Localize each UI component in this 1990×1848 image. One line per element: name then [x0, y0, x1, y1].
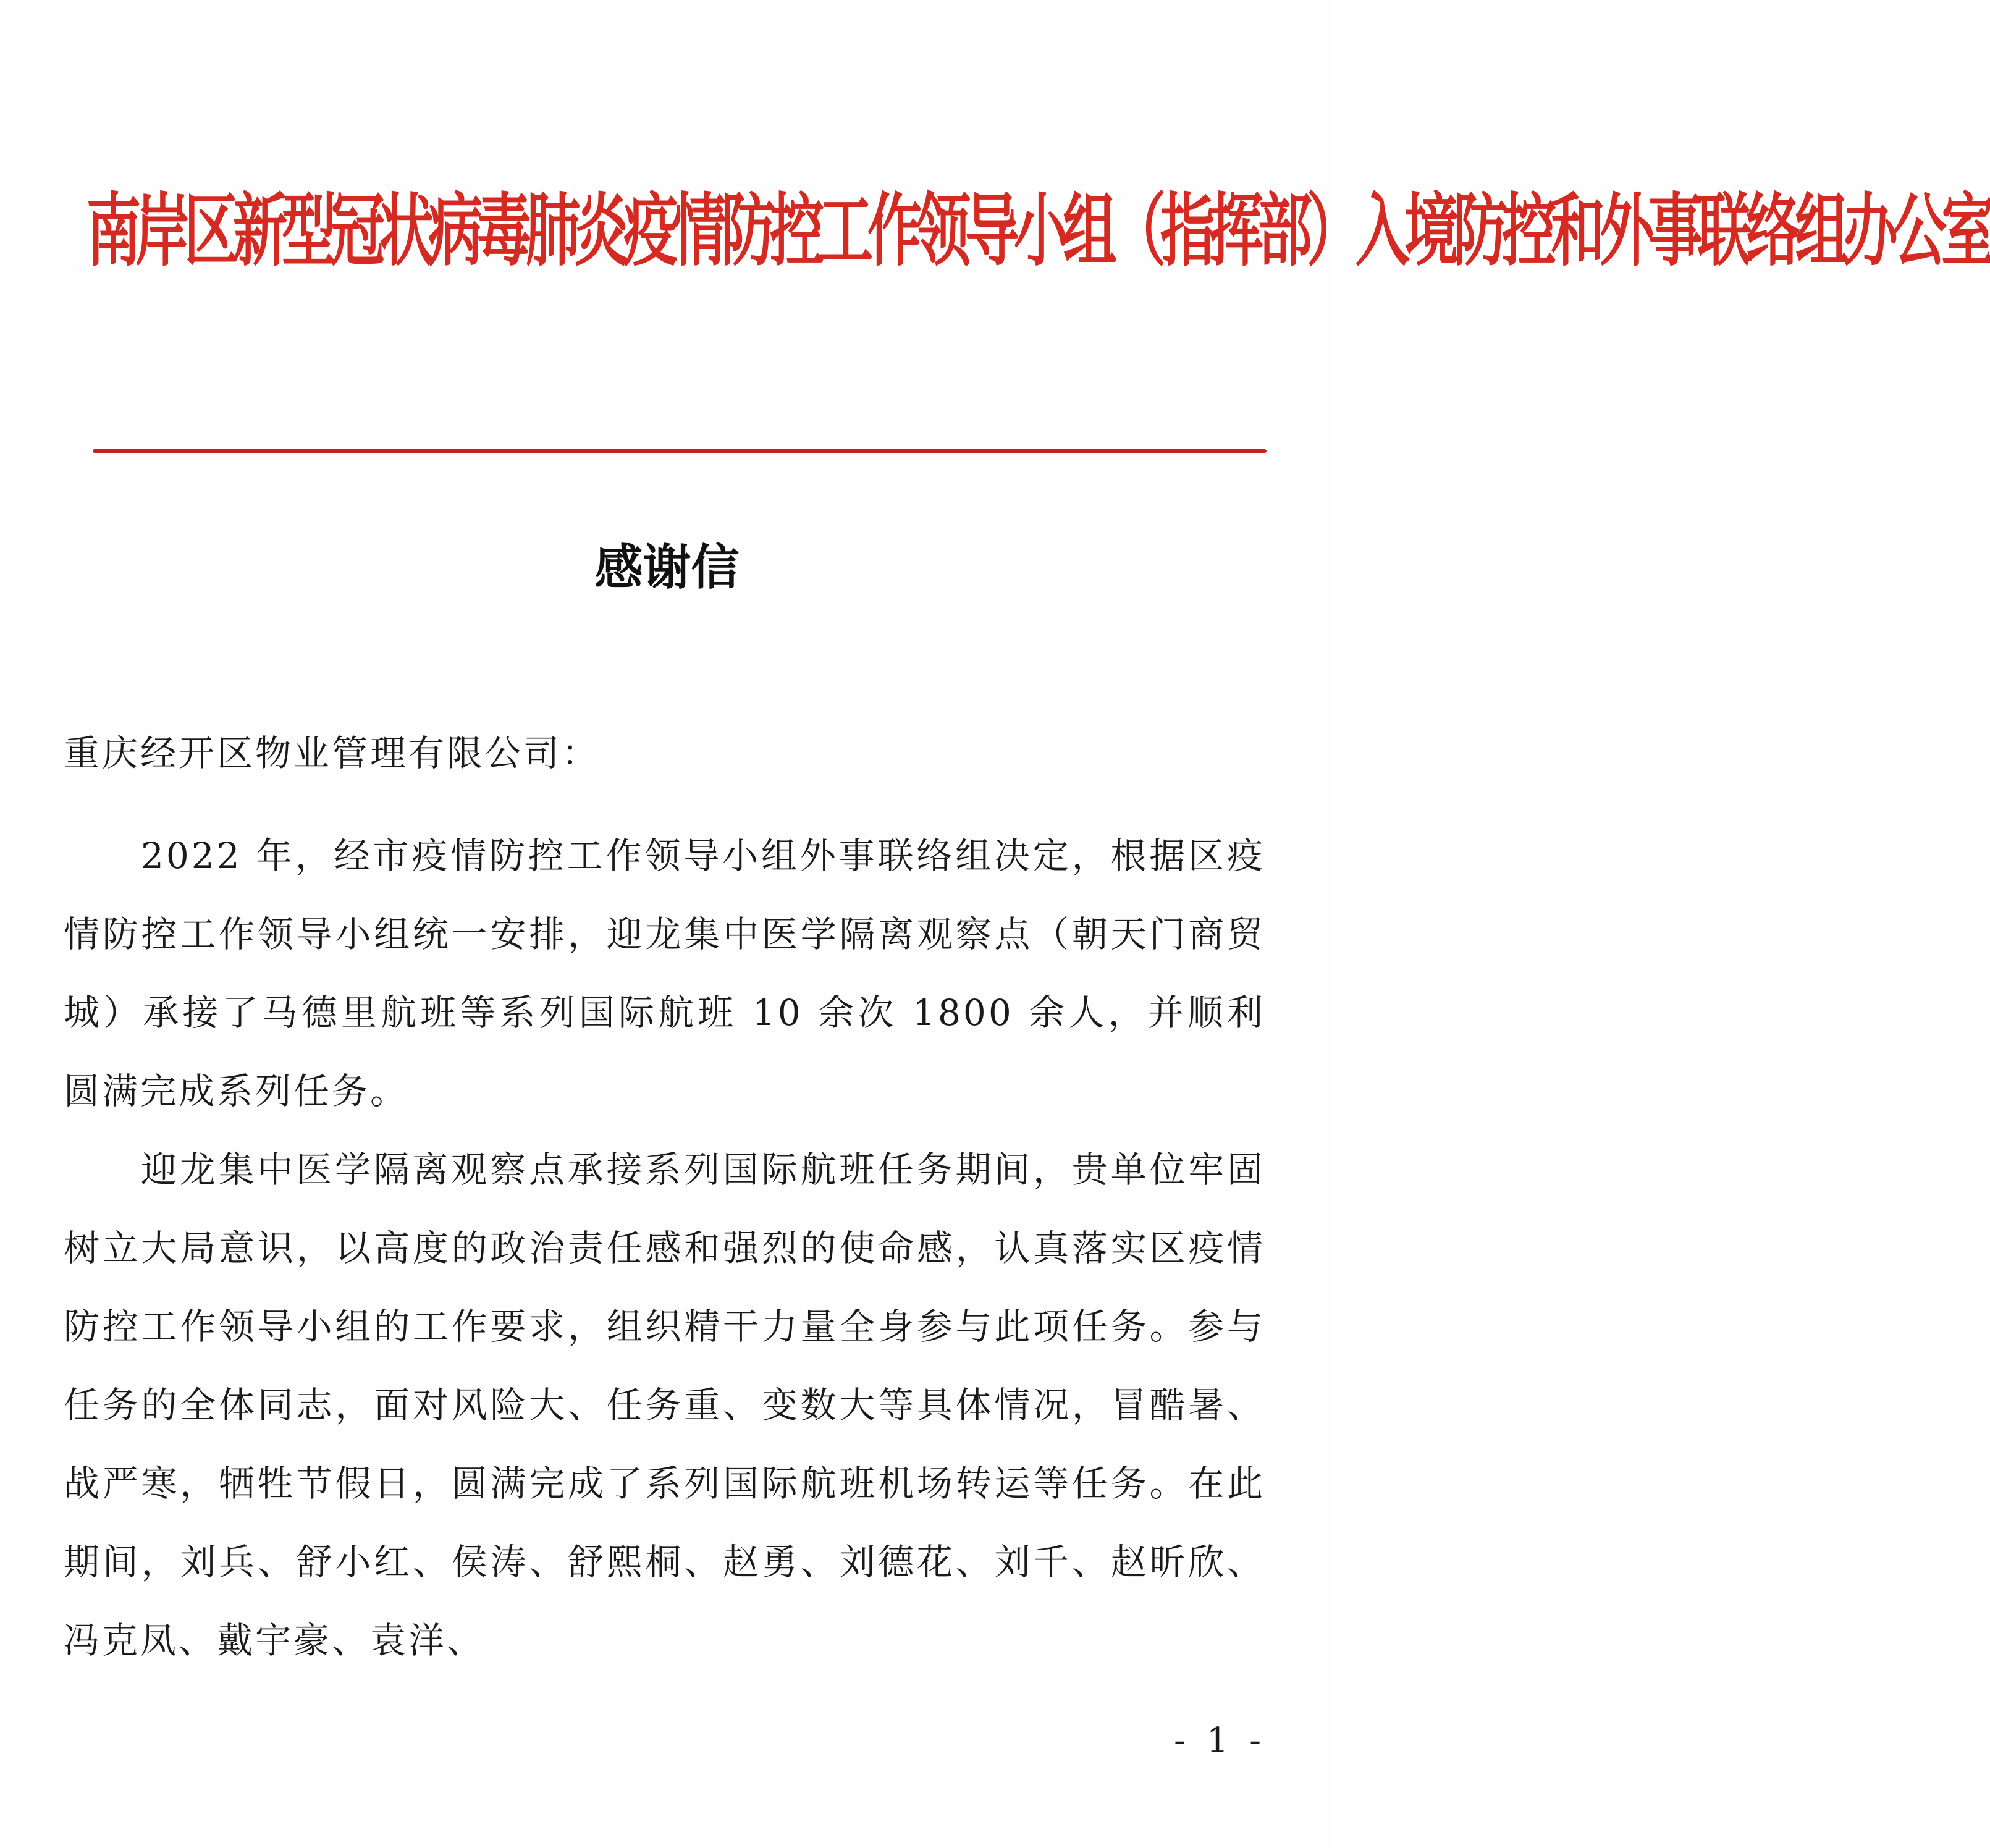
page-number: - 1 - [1174, 1721, 1267, 1761]
body-paragraph-1: 2022 年，经市疫情防控工作领导小组外事联络组决定，根据区疫情防控工作领导小组统一安排，迎龙集中医学隔离观察点（朝天门商贸城）承接了马德里航班等系列国际航班 10 余次 1800 余人，并顺利圆满完成系列任务。 [64, 835, 1265, 1112]
body-paragraph-2: 迎龙集中医学隔离观察点承接系列国际航班任务期间，贵单位牢固树立大局意识，以高度的政治责任感和强烈的使命感，认真落实区疫情防控工作领导小组的工作要求，组织精干力量全身参与此项任务。参与任务的全体同志，面对风险大、任务重、变数大等具体情况，冒酷暑、战严寒，牺牲节假日，圆满完成了系列国际航班机场转运等任务。在此期间，刘兵、舒小红、侯涛、舒熙桐、赵勇、刘德花、刘千、赵昕欣、冯克凤、戴宇豪、袁洋、 [64, 1149, 1265, 1661]
letterhead-issuer: 南岸区新型冠状病毒肺炎疫情防控工作领导小组（指挥部）入境防控和外事联络组办公室 [86, 184, 1990, 277]
document-title: 感谢信 [594, 539, 740, 596]
letterhead-red-rule [93, 449, 1267, 453]
letter-body [64, 817, 1265, 1680]
salutation: 重庆经开区物业管理有限公司： [64, 732, 601, 774]
